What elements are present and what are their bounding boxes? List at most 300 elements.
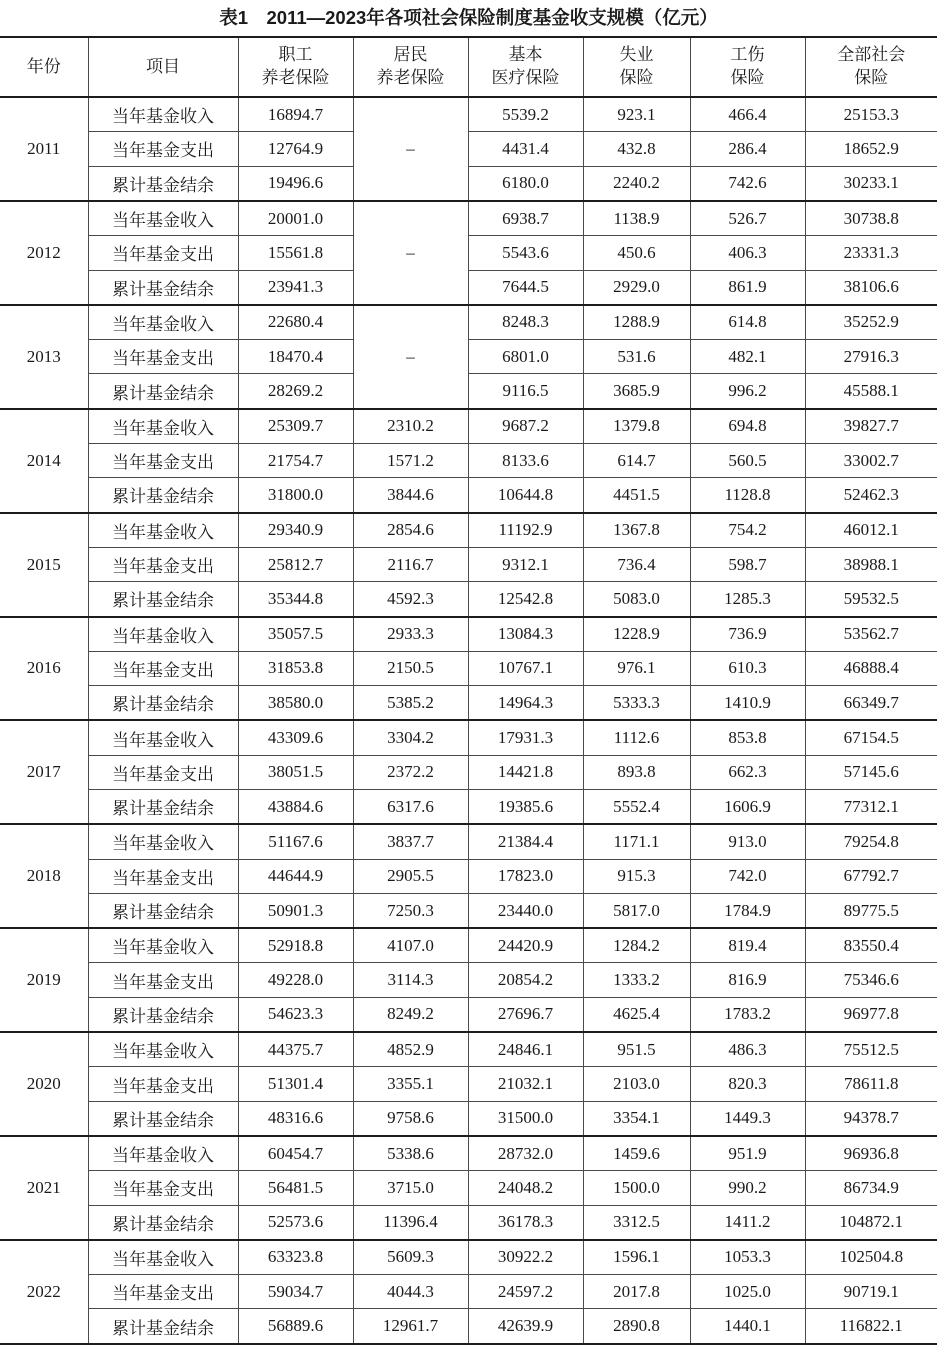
table-row bbox=[0, 755, 937, 789]
value-cell: 14964.3 bbox=[468, 686, 583, 721]
value-cell: 51301.4 bbox=[238, 1067, 353, 1101]
value-cell: 52573.6 bbox=[238, 1205, 353, 1240]
row-label-cell: 当年基金支出 bbox=[88, 132, 238, 166]
value-cell: 27696.7 bbox=[468, 997, 583, 1032]
value-cell: 526.7 bbox=[690, 201, 805, 236]
value-cell: 35344.8 bbox=[238, 582, 353, 617]
col-header-work-injury: 工伤 保险 bbox=[690, 37, 805, 97]
value-cell: 24597.2 bbox=[468, 1275, 583, 1309]
value-cell: 560.5 bbox=[690, 444, 805, 478]
table-row bbox=[0, 1101, 937, 1136]
row-label-cell: 累计基金结余 bbox=[88, 582, 238, 617]
value-cell: 450.6 bbox=[583, 236, 690, 270]
row-label-cell: 累计基金结余 bbox=[88, 1309, 238, 1344]
value-cell: 75512.5 bbox=[805, 1032, 937, 1067]
year-cell: 2011 bbox=[0, 97, 88, 201]
row-label-cell: 当年基金支出 bbox=[88, 1171, 238, 1205]
value-cell: 482.1 bbox=[690, 340, 805, 374]
value-cell: 819.4 bbox=[690, 928, 805, 963]
row-label-cell: 累计基金结余 bbox=[88, 893, 238, 928]
value-cell: 2017.8 bbox=[583, 1275, 690, 1309]
value-cell: 96977.8 bbox=[805, 997, 937, 1032]
value-cell: 54623.3 bbox=[238, 997, 353, 1032]
row-label-cell: 当年基金支出 bbox=[88, 444, 238, 478]
row-label-cell: 当年基金收入 bbox=[88, 720, 238, 755]
value-cell: 8249.2 bbox=[353, 997, 468, 1032]
value-cell: 52918.8 bbox=[238, 928, 353, 963]
value-cell: 923.1 bbox=[583, 97, 690, 132]
value-cell: 3312.5 bbox=[583, 1205, 690, 1240]
value-cell: 1128.8 bbox=[690, 478, 805, 513]
value-cell: 2310.2 bbox=[353, 409, 468, 444]
value-cell: 5539.2 bbox=[468, 97, 583, 132]
value-cell: 598.7 bbox=[690, 547, 805, 581]
value-cell: 3304.2 bbox=[353, 720, 468, 755]
value-cell: 5338.6 bbox=[353, 1136, 468, 1171]
row-label-cell: 当年基金收入 bbox=[88, 97, 238, 132]
value-cell: 3685.9 bbox=[583, 374, 690, 409]
value-cell: 63323.8 bbox=[238, 1240, 353, 1275]
value-cell: 7644.5 bbox=[468, 270, 583, 305]
year-cell: 2019 bbox=[0, 928, 88, 1032]
social-insurance-fund-table bbox=[0, 36, 937, 1345]
value-cell: 38580.0 bbox=[238, 686, 353, 721]
value-cell: 1333.2 bbox=[583, 963, 690, 997]
row-label-cell: 累计基金结余 bbox=[88, 1205, 238, 1240]
value-cell: 66349.7 bbox=[805, 686, 937, 721]
value-cell: 406.3 bbox=[690, 236, 805, 270]
year-cell: 2022 bbox=[0, 1240, 88, 1344]
value-cell: 1606.9 bbox=[690, 789, 805, 824]
value-cell: 4044.3 bbox=[353, 1275, 468, 1309]
row-label-cell: 当年基金支出 bbox=[88, 547, 238, 581]
table-row bbox=[0, 617, 937, 652]
value-cell: 976.1 bbox=[583, 651, 690, 685]
col-header-employee-pension: 职工 养老保险 bbox=[238, 37, 353, 97]
value-cell: 1500.0 bbox=[583, 1171, 690, 1205]
row-label-cell: 当年基金收入 bbox=[88, 409, 238, 444]
table-row bbox=[0, 893, 937, 928]
value-cell: 67792.7 bbox=[805, 859, 937, 893]
row-label-cell: 当年基金支出 bbox=[88, 340, 238, 374]
value-cell: 9687.2 bbox=[468, 409, 583, 444]
table-row bbox=[0, 1067, 937, 1101]
value-cell: 742.0 bbox=[690, 859, 805, 893]
value-cell: 12542.8 bbox=[468, 582, 583, 617]
year-cell: 2020 bbox=[0, 1032, 88, 1136]
row-label-cell: 当年基金收入 bbox=[88, 201, 238, 236]
row-label-cell: 当年基金收入 bbox=[88, 513, 238, 548]
value-cell: 67154.5 bbox=[805, 720, 937, 755]
value-cell: 2372.2 bbox=[353, 755, 468, 789]
value-cell: 48316.6 bbox=[238, 1101, 353, 1136]
row-label-cell: 累计基金结余 bbox=[88, 686, 238, 721]
value-cell: 59532.5 bbox=[805, 582, 937, 617]
value-cell: 1228.9 bbox=[583, 617, 690, 652]
col-header-resident-pension: 居民 养老保险 bbox=[353, 37, 468, 97]
col-header-item: 项目 bbox=[88, 37, 238, 97]
value-cell: 1284.2 bbox=[583, 928, 690, 963]
value-cell: 8248.3 bbox=[468, 305, 583, 340]
table-row bbox=[0, 824, 937, 859]
row-label-cell: 当年基金支出 bbox=[88, 963, 238, 997]
row-label-cell: 当年基金支出 bbox=[88, 1067, 238, 1101]
table-row bbox=[0, 444, 937, 478]
value-cell: 86734.9 bbox=[805, 1171, 937, 1205]
value-cell: 5817.0 bbox=[583, 893, 690, 928]
table-row bbox=[0, 270, 937, 305]
value-cell: 951.9 bbox=[690, 1136, 805, 1171]
value-cell: 531.6 bbox=[583, 340, 690, 374]
value-cell: 996.2 bbox=[690, 374, 805, 409]
value-cell: 754.2 bbox=[690, 513, 805, 548]
row-label-cell: 当年基金支出 bbox=[88, 859, 238, 893]
value-cell: 736.9 bbox=[690, 617, 805, 652]
value-cell: 77312.1 bbox=[805, 789, 937, 824]
value-cell: 1596.1 bbox=[583, 1240, 690, 1275]
value-cell: 39827.7 bbox=[805, 409, 937, 444]
value-cell: 4592.3 bbox=[353, 582, 468, 617]
table-row bbox=[0, 236, 937, 270]
value-cell: 43309.6 bbox=[238, 720, 353, 755]
value-cell: 10767.1 bbox=[468, 651, 583, 685]
header-row bbox=[0, 37, 937, 97]
value-cell: 49228.0 bbox=[238, 963, 353, 997]
value-cell: 83550.4 bbox=[805, 928, 937, 963]
value-cell: 742.6 bbox=[690, 166, 805, 201]
value-cell: 19385.6 bbox=[468, 789, 583, 824]
value-cell: 3355.1 bbox=[353, 1067, 468, 1101]
col-header-basic-medical: 基本 医疗保险 bbox=[468, 37, 583, 97]
value-cell: 24048.2 bbox=[468, 1171, 583, 1205]
value-cell: 89775.5 bbox=[805, 893, 937, 928]
table-row bbox=[0, 686, 937, 721]
row-label-cell: 当年基金收入 bbox=[88, 824, 238, 859]
year-cell: 2021 bbox=[0, 1136, 88, 1240]
row-label-cell: 累计基金结余 bbox=[88, 270, 238, 305]
table-row bbox=[0, 166, 937, 201]
value-cell: 3844.6 bbox=[353, 478, 468, 513]
value-cell: 4107.0 bbox=[353, 928, 468, 963]
table-row bbox=[0, 1136, 937, 1171]
value-cell: 1784.9 bbox=[690, 893, 805, 928]
table-row bbox=[0, 374, 937, 409]
value-cell: 12961.7 bbox=[353, 1309, 468, 1344]
table-row bbox=[0, 720, 937, 755]
value-cell: 6180.0 bbox=[468, 166, 583, 201]
value-cell: 90719.1 bbox=[805, 1275, 937, 1309]
row-label-cell: 累计基金结余 bbox=[88, 997, 238, 1032]
table-row bbox=[0, 340, 937, 374]
value-cell: 21384.4 bbox=[468, 824, 583, 859]
value-cell: 1171.1 bbox=[583, 824, 690, 859]
row-label-cell: 当年基金收入 bbox=[88, 1032, 238, 1067]
row-label-cell: 当年基金支出 bbox=[88, 236, 238, 270]
value-cell: 28732.0 bbox=[468, 1136, 583, 1171]
value-cell: 44644.9 bbox=[238, 859, 353, 893]
value-cell: 23941.3 bbox=[238, 270, 353, 305]
value-cell: 42639.9 bbox=[468, 1309, 583, 1344]
table-row bbox=[0, 928, 937, 963]
value-cell: 56889.6 bbox=[238, 1309, 353, 1344]
value-cell: 38106.6 bbox=[805, 270, 937, 305]
value-cell: 25812.7 bbox=[238, 547, 353, 581]
value-cell: 21032.1 bbox=[468, 1067, 583, 1101]
value-cell: 2854.6 bbox=[353, 513, 468, 548]
value-cell: 951.5 bbox=[583, 1032, 690, 1067]
value-cell: 25309.7 bbox=[238, 409, 353, 444]
table-row bbox=[0, 997, 937, 1032]
value-cell: 6317.6 bbox=[353, 789, 468, 824]
row-label-cell: 累计基金结余 bbox=[88, 374, 238, 409]
table-row bbox=[0, 859, 937, 893]
value-cell: 15561.8 bbox=[238, 236, 353, 270]
table-row bbox=[0, 409, 937, 444]
value-cell: 5543.6 bbox=[468, 236, 583, 270]
value-cell: 102504.8 bbox=[805, 1240, 937, 1275]
value-cell: 990.2 bbox=[690, 1171, 805, 1205]
value-cell: 736.4 bbox=[583, 547, 690, 581]
table-row bbox=[0, 201, 937, 236]
value-cell: 820.3 bbox=[690, 1067, 805, 1101]
value-cell: 1285.3 bbox=[690, 582, 805, 617]
value-cell: 78611.8 bbox=[805, 1067, 937, 1101]
value-cell: 1025.0 bbox=[690, 1275, 805, 1309]
value-cell: 1571.2 bbox=[353, 444, 468, 478]
value-cell: 1449.3 bbox=[690, 1101, 805, 1136]
value-cell: 486.3 bbox=[690, 1032, 805, 1067]
value-cell: 17823.0 bbox=[468, 859, 583, 893]
value-cell: 1367.8 bbox=[583, 513, 690, 548]
table-row bbox=[0, 132, 937, 166]
value-cell: 12764.9 bbox=[238, 132, 353, 166]
value-cell: 7250.3 bbox=[353, 893, 468, 928]
year-cell: 2012 bbox=[0, 201, 88, 305]
row-label-cell: 当年基金收入 bbox=[88, 928, 238, 963]
value-cell: 79254.8 bbox=[805, 824, 937, 859]
value-cell: 3837.7 bbox=[353, 824, 468, 859]
value-cell: 1440.1 bbox=[690, 1309, 805, 1344]
value-cell: 4625.4 bbox=[583, 997, 690, 1032]
value-cell: 52462.3 bbox=[805, 478, 937, 513]
value-cell: 3114.3 bbox=[353, 963, 468, 997]
value-cell: 1411.2 bbox=[690, 1205, 805, 1240]
value-cell: 1288.9 bbox=[583, 305, 690, 340]
table-row bbox=[0, 651, 937, 685]
value-cell: 46888.4 bbox=[805, 651, 937, 685]
year-cell: 2018 bbox=[0, 824, 88, 928]
value-cell: 1410.9 bbox=[690, 686, 805, 721]
table-row bbox=[0, 97, 937, 132]
value-cell: 1112.6 bbox=[583, 720, 690, 755]
value-cell: 6801.0 bbox=[468, 340, 583, 374]
value-cell: 16894.7 bbox=[238, 97, 353, 132]
table-row bbox=[0, 513, 937, 548]
value-cell: 913.0 bbox=[690, 824, 805, 859]
value-cell: 2116.7 bbox=[353, 547, 468, 581]
value-cell: 45588.1 bbox=[805, 374, 937, 409]
table-row bbox=[0, 478, 937, 513]
table-row bbox=[0, 1171, 937, 1205]
table-row bbox=[0, 547, 937, 581]
value-cell: 57145.6 bbox=[805, 755, 937, 789]
value-cell: 13084.3 bbox=[468, 617, 583, 652]
table-row bbox=[0, 963, 937, 997]
table-row bbox=[0, 582, 937, 617]
value-cell: 432.8 bbox=[583, 132, 690, 166]
table-row bbox=[0, 305, 937, 340]
row-label-cell: 累计基金结余 bbox=[88, 1101, 238, 1136]
value-cell: 9758.6 bbox=[353, 1101, 468, 1136]
value-cell: 56481.5 bbox=[238, 1171, 353, 1205]
value-cell: 23331.3 bbox=[805, 236, 937, 270]
value-cell: 614.7 bbox=[583, 444, 690, 478]
value-cell: 1459.6 bbox=[583, 1136, 690, 1171]
table-row bbox=[0, 1240, 937, 1275]
table-title: 表1 2011—2023年各项社会保险制度基金收支规模（亿元） bbox=[219, 7, 718, 28]
col-header-year: 年份 bbox=[0, 37, 88, 97]
value-cell: 1379.8 bbox=[583, 409, 690, 444]
value-cell: 59034.7 bbox=[238, 1275, 353, 1309]
value-cell: 10644.8 bbox=[468, 478, 583, 513]
value-cell: 2150.5 bbox=[353, 651, 468, 685]
value-cell: 30738.8 bbox=[805, 201, 937, 236]
merged-dash-cell: – bbox=[353, 97, 468, 201]
value-cell: 20854.2 bbox=[468, 963, 583, 997]
value-cell: 11396.4 bbox=[353, 1205, 468, 1240]
value-cell: 38051.5 bbox=[238, 755, 353, 789]
value-cell: 24846.1 bbox=[468, 1032, 583, 1067]
value-cell: 36178.3 bbox=[468, 1205, 583, 1240]
table-row bbox=[0, 1309, 937, 1344]
value-cell: 4451.5 bbox=[583, 478, 690, 513]
value-cell: 9116.5 bbox=[468, 374, 583, 409]
value-cell: 19496.6 bbox=[238, 166, 353, 201]
row-label-cell: 当年基金支出 bbox=[88, 651, 238, 685]
value-cell: 466.4 bbox=[690, 97, 805, 132]
value-cell: 816.9 bbox=[690, 963, 805, 997]
value-cell: 286.4 bbox=[690, 132, 805, 166]
value-cell: 610.3 bbox=[690, 651, 805, 685]
value-cell: 29340.9 bbox=[238, 513, 353, 548]
row-label-cell: 当年基金支出 bbox=[88, 1275, 238, 1309]
value-cell: 22680.4 bbox=[238, 305, 353, 340]
value-cell: 43884.6 bbox=[238, 789, 353, 824]
col-header-unemployment: 失业 保险 bbox=[583, 37, 690, 97]
value-cell: 35057.5 bbox=[238, 617, 353, 652]
value-cell: 2240.2 bbox=[583, 166, 690, 201]
value-cell: 4431.4 bbox=[468, 132, 583, 166]
value-cell: 30233.1 bbox=[805, 166, 937, 201]
value-cell: 3354.1 bbox=[583, 1101, 690, 1136]
value-cell: 853.8 bbox=[690, 720, 805, 755]
merged-dash-cell: – bbox=[353, 305, 468, 409]
table-row bbox=[0, 1275, 937, 1309]
value-cell: 861.9 bbox=[690, 270, 805, 305]
value-cell: 75346.6 bbox=[805, 963, 937, 997]
value-cell: 25153.3 bbox=[805, 97, 937, 132]
value-cell: 104872.1 bbox=[805, 1205, 937, 1240]
year-cell: 2016 bbox=[0, 617, 88, 721]
value-cell: 21754.7 bbox=[238, 444, 353, 478]
value-cell: 2929.0 bbox=[583, 270, 690, 305]
value-cell: 893.8 bbox=[583, 755, 690, 789]
value-cell: 915.3 bbox=[583, 859, 690, 893]
value-cell: 614.8 bbox=[690, 305, 805, 340]
value-cell: 3715.0 bbox=[353, 1171, 468, 1205]
value-cell: 18652.9 bbox=[805, 132, 937, 166]
value-cell: 6938.7 bbox=[468, 201, 583, 236]
value-cell: 8133.6 bbox=[468, 444, 583, 478]
value-cell: 4852.9 bbox=[353, 1032, 468, 1067]
value-cell: 1783.2 bbox=[690, 997, 805, 1032]
value-cell: 44375.7 bbox=[238, 1032, 353, 1067]
value-cell: 2890.8 bbox=[583, 1309, 690, 1344]
table-body bbox=[0, 97, 937, 1344]
row-label-cell: 当年基金支出 bbox=[88, 755, 238, 789]
value-cell: 23440.0 bbox=[468, 893, 583, 928]
value-cell: 9312.1 bbox=[468, 547, 583, 581]
row-label-cell: 当年基金收入 bbox=[88, 305, 238, 340]
value-cell: 2933.3 bbox=[353, 617, 468, 652]
value-cell: 50901.3 bbox=[238, 893, 353, 928]
value-cell: 24420.9 bbox=[468, 928, 583, 963]
value-cell: 5385.2 bbox=[353, 686, 468, 721]
value-cell: 20001.0 bbox=[238, 201, 353, 236]
value-cell: 33002.7 bbox=[805, 444, 937, 478]
value-cell: 30922.2 bbox=[468, 1240, 583, 1275]
row-label-cell: 当年基金收入 bbox=[88, 1136, 238, 1171]
value-cell: 5609.3 bbox=[353, 1240, 468, 1275]
value-cell: 35252.9 bbox=[805, 305, 937, 340]
value-cell: 51167.6 bbox=[238, 824, 353, 859]
value-cell: 96936.8 bbox=[805, 1136, 937, 1171]
value-cell: 53562.7 bbox=[805, 617, 937, 652]
value-cell: 662.3 bbox=[690, 755, 805, 789]
value-cell: 1053.3 bbox=[690, 1240, 805, 1275]
value-cell: 5083.0 bbox=[583, 582, 690, 617]
value-cell: 11192.9 bbox=[468, 513, 583, 548]
row-label-cell: 当年基金收入 bbox=[88, 617, 238, 652]
col-header-total-social: 全部社会 保险 bbox=[805, 37, 937, 97]
value-cell: 46012.1 bbox=[805, 513, 937, 548]
value-cell: 94378.7 bbox=[805, 1101, 937, 1136]
value-cell: 31800.0 bbox=[238, 478, 353, 513]
row-label-cell: 累计基金结余 bbox=[88, 478, 238, 513]
value-cell: 18470.4 bbox=[238, 340, 353, 374]
value-cell: 31500.0 bbox=[468, 1101, 583, 1136]
table-row bbox=[0, 1032, 937, 1067]
row-label-cell: 当年基金收入 bbox=[88, 1240, 238, 1275]
value-cell: 116822.1 bbox=[805, 1309, 937, 1344]
table-row bbox=[0, 789, 937, 824]
table-row bbox=[0, 1205, 937, 1240]
value-cell: 2103.0 bbox=[583, 1067, 690, 1101]
value-cell: 5552.4 bbox=[583, 789, 690, 824]
value-cell: 31853.8 bbox=[238, 651, 353, 685]
value-cell: 28269.2 bbox=[238, 374, 353, 409]
table-header bbox=[0, 37, 937, 97]
value-cell: 27916.3 bbox=[805, 340, 937, 374]
value-cell: 14421.8 bbox=[468, 755, 583, 789]
year-cell: 2013 bbox=[0, 305, 88, 409]
year-cell: 2017 bbox=[0, 720, 88, 824]
value-cell: 694.8 bbox=[690, 409, 805, 444]
row-label-cell: 累计基金结余 bbox=[88, 789, 238, 824]
row-label-cell: 累计基金结余 bbox=[88, 166, 238, 201]
value-cell: 60454.7 bbox=[238, 1136, 353, 1171]
year-cell: 2014 bbox=[0, 409, 88, 513]
